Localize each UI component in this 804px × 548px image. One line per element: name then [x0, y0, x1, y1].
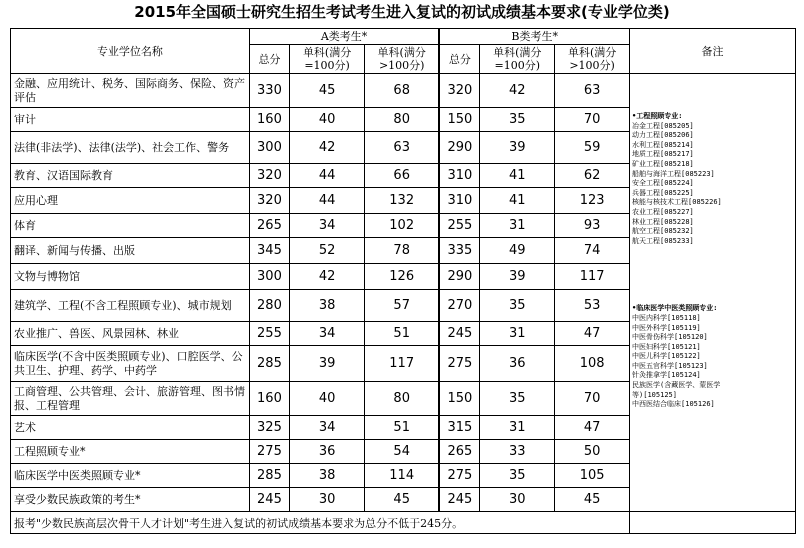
cell-a-single-100: 40: [290, 108, 365, 132]
row-name: 应用心理: [11, 188, 250, 214]
header-b-total: 总分: [439, 45, 479, 74]
row-name: 建筑学、工程(不含工程照顾专业)、城市规划: [11, 290, 250, 322]
cell-a-total: 275: [249, 440, 289, 464]
remarks-medical-item: 中医妇科学[105121]: [632, 342, 701, 351]
cell-b-total: 245: [439, 488, 479, 512]
cell-b-total: 150: [439, 108, 479, 132]
cell-b-single-100: 39: [480, 132, 555, 164]
cell-a-single-gt100: 45: [365, 488, 440, 512]
cell-b-single-100: 39: [480, 264, 555, 290]
cell-a-single-gt100: 80: [365, 108, 440, 132]
cell-b-total: 290: [439, 132, 479, 164]
cell-a-single-gt100: 68: [365, 74, 440, 108]
header-b-single-gt100: 单科(满分>100分): [555, 45, 630, 74]
cell-a-single-gt100: 66: [365, 164, 440, 188]
cell-b-single-gt100: 70: [555, 108, 630, 132]
cell-b-single-100: 33: [480, 440, 555, 464]
cell-b-single-gt100: 50: [555, 440, 630, 464]
cell-a-single-gt100: 57: [365, 290, 440, 322]
cell-a-single-100: 34: [290, 214, 365, 238]
cell-a-total: 325: [249, 416, 289, 440]
remarks-engineering-item: 冶金工程[085205]: [632, 121, 694, 130]
cell-a-total: 255: [249, 322, 289, 346]
cell-a-single-100: 38: [290, 464, 365, 488]
cell-a-single-gt100: 54: [365, 440, 440, 464]
remarks-engineering-item: 航空工程[085232]: [632, 227, 694, 236]
remarks-engineering-item: 农业工程[085227]: [632, 207, 694, 216]
cell-a-total: 285: [249, 464, 289, 488]
cell-a-total: 320: [249, 188, 289, 214]
cell-a-single-gt100: 51: [365, 322, 440, 346]
cell-b-single-gt100: 74: [555, 238, 630, 264]
cell-b-single-gt100: 62: [555, 164, 630, 188]
cell-a-single-100: 30: [290, 488, 365, 512]
cell-b-total: 150: [439, 382, 479, 416]
cell-a-single-gt100: 80: [365, 382, 440, 416]
remarks-medical-item: 中西医结合临床[105126]: [632, 400, 715, 409]
row-name: 翻译、新闻与传播、出版: [11, 238, 250, 264]
remarks-cell: [630, 74, 796, 512]
cell-b-single-100: 41: [480, 164, 555, 188]
cell-b-single-100: 36: [480, 346, 555, 382]
cell-b-single-100: 31: [480, 214, 555, 238]
cell-a-single-100: 45: [290, 74, 365, 108]
remarks-medical-item: 中医儿科学[105122]: [632, 352, 701, 361]
cell-a-total: 300: [249, 264, 289, 290]
header-group-a: A类考生*: [249, 29, 439, 45]
cell-b-total: 270: [439, 290, 479, 322]
cell-b-single-100: 35: [480, 382, 555, 416]
header-a-single-100: 单科(满分=100分): [290, 45, 365, 74]
cell-b-single-100: 35: [480, 108, 555, 132]
remarks-engineering-item: 安全工程[085224]: [632, 179, 694, 188]
cell-a-total: 330: [249, 74, 289, 108]
remarks-medical-item: 中医骨伤科学[105120]: [632, 333, 708, 342]
cell-b-total: 310: [439, 188, 479, 214]
cell-a-single-100: 38: [290, 290, 365, 322]
row-name: 体育: [11, 214, 250, 238]
remarks-medical-item: 等)[105125]: [632, 390, 677, 399]
row-name: 临床医学中医类照顾专业*: [11, 464, 250, 488]
cell-a-single-100: 42: [290, 132, 365, 164]
cell-b-single-gt100: 53: [555, 290, 630, 322]
cell-a-single-gt100: 126: [365, 264, 440, 290]
score-table: [10, 28, 796, 534]
row-name: 享受少数民族政策的考生*: [11, 488, 250, 512]
header-group-b: B类考生*: [439, 29, 629, 45]
cell-b-single-gt100: 117: [555, 264, 630, 290]
row-name: 审计: [11, 108, 250, 132]
footnote-remarks-blank: [630, 512, 796, 534]
row-name: 金融、应用统计、税务、国际商务、保险、资产评估: [11, 74, 250, 108]
cell-b-single-100: 31: [480, 416, 555, 440]
cell-a-single-100: 42: [290, 264, 365, 290]
cell-a-single-gt100: 63: [365, 132, 440, 164]
row-name: 教育、汉语国际教育: [11, 164, 250, 188]
cell-b-total: 245: [439, 322, 479, 346]
remarks-medical-item: 中医外科学[105119]: [632, 323, 701, 332]
cell-a-total: 245: [249, 488, 289, 512]
remarks-medical-item: 民族医学(含藏医学、蒙医学: [632, 381, 721, 390]
cell-b-total: 335: [439, 238, 479, 264]
cell-a-single-100: 44: [290, 188, 365, 214]
cell-a-total: 160: [249, 382, 289, 416]
cell-b-single-gt100: 105: [555, 464, 630, 488]
cell-b-single-gt100: 59: [555, 132, 630, 164]
remarks-engineering-item: 兵器工程[085225]: [632, 188, 694, 197]
cell-b-single-100: 41: [480, 188, 555, 214]
row-name: 农业推广、兽医、风景园林、林业: [11, 322, 250, 346]
cell-a-single-100: 36: [290, 440, 365, 464]
footnote: 报考"少数民族高层次骨干人才计划"考生进入复试的初试成绩基本要求为总分不低于245分。: [11, 512, 630, 534]
cell-a-single-gt100: 117: [365, 346, 440, 382]
row-name: 临床医学(不含中医类照顾专业)、口腔医学、公共卫生、护理、药学、中药学: [11, 346, 250, 382]
cell-b-total: 275: [439, 346, 479, 382]
cell-b-total: 255: [439, 214, 479, 238]
cell-b-single-gt100: 63: [555, 74, 630, 108]
cell-a-single-gt100: 102: [365, 214, 440, 238]
row-name: 工商管理、公共管理、会计、旅游管理、图书情报、工程管理: [11, 382, 250, 416]
cell-b-single-gt100: 123: [555, 188, 630, 214]
remarks-engineering-item: 船舶与海洋工程[085223]: [632, 169, 715, 178]
cell-a-single-100: 40: [290, 382, 365, 416]
remarks-medical-item: 中医五官科学[105123]: [632, 361, 708, 370]
row-name: 工程照顾专业*: [11, 440, 250, 464]
cell-b-single-100: 31: [480, 322, 555, 346]
cell-b-single-gt100: 45: [555, 488, 630, 512]
cell-b-single-gt100: 108: [555, 346, 630, 382]
cell-a-total: 300: [249, 132, 289, 164]
header-a-single-gt100: 单科(满分>100分): [365, 45, 440, 74]
remarks-engineering-title: •工程照顾专业:: [632, 112, 683, 120]
cell-b-single-gt100: 47: [555, 322, 630, 346]
cell-b-single-100: 49: [480, 238, 555, 264]
cell-a-total: 285: [249, 346, 289, 382]
cell-b-single-gt100: 70: [555, 382, 630, 416]
cell-a-single-100: 39: [290, 346, 365, 382]
cell-a-total: 265: [249, 214, 289, 238]
cell-a-single-gt100: 51: [365, 416, 440, 440]
remarks-engineering-item: 航天工程[085233]: [632, 236, 694, 245]
remarks-engineering-item: 林业工程[085228]: [632, 217, 694, 226]
cell-a-single-100: 44: [290, 164, 365, 188]
cell-b-single-100: 30: [480, 488, 555, 512]
cell-a-single-100: 52: [290, 238, 365, 264]
header-category: 专业学位名称: [11, 29, 250, 74]
page-title: 2015年全国硕士研究生招生考试考生进入复试的初试成绩基本要求(专业学位类): [134, 3, 670, 21]
cell-b-total: 310: [439, 164, 479, 188]
cell-b-total: 315: [439, 416, 479, 440]
cell-b-single-100: 42: [480, 74, 555, 108]
cell-b-total: 265: [439, 440, 479, 464]
cell-a-single-gt100: 78: [365, 238, 440, 264]
header-b-single-100: 单科(满分=100分): [480, 45, 555, 74]
row-name: 艺术: [11, 416, 250, 440]
cell-a-single-100: 34: [290, 416, 365, 440]
remarks-engineering-item: 核能与核技术工程[085226]: [632, 198, 722, 207]
remarks-engineering-item: 地质工程[085217]: [632, 150, 694, 159]
cell-b-single-gt100: 47: [555, 416, 630, 440]
cell-a-total: 320: [249, 164, 289, 188]
remarks-engineering-item: 矿业工程[085218]: [632, 159, 694, 168]
cell-a-single-gt100: 132: [365, 188, 440, 214]
cell-a-total: 160: [249, 108, 289, 132]
remarks-medical-item: 针灸推拿学[105124]: [632, 371, 701, 380]
row-name: 法律(非法学)、法律(法学)、社会工作、警务: [11, 132, 250, 164]
remarks-engineering-item: 动力工程[085206]: [632, 131, 694, 140]
cell-b-single-100: 35: [480, 464, 555, 488]
footnote-row: [11, 512, 796, 534]
remarks-medical-item: 中医内科学[105118]: [632, 313, 701, 322]
row-name: 文物与博物馆: [11, 264, 250, 290]
remarks-engineering-item: 水利工程[085214]: [632, 140, 694, 149]
cell-b-single-100: 35: [480, 290, 555, 322]
cell-a-single-100: 34: [290, 322, 365, 346]
cell-b-total: 320: [439, 74, 479, 108]
cell-a-total: 345: [249, 238, 289, 264]
cell-b-total: 275: [439, 464, 479, 488]
header-a-total: 总分: [249, 45, 289, 74]
cell-b-single-gt100: 93: [555, 214, 630, 238]
cell-b-total: 290: [439, 264, 479, 290]
header-remarks: 备注: [630, 29, 796, 74]
table-row: [11, 74, 796, 108]
remarks-medical-title: •临床医学中医类照顾专业:: [632, 304, 718, 313]
cell-a-single-gt100: 114: [365, 464, 440, 488]
cell-a-total: 280: [249, 290, 289, 322]
